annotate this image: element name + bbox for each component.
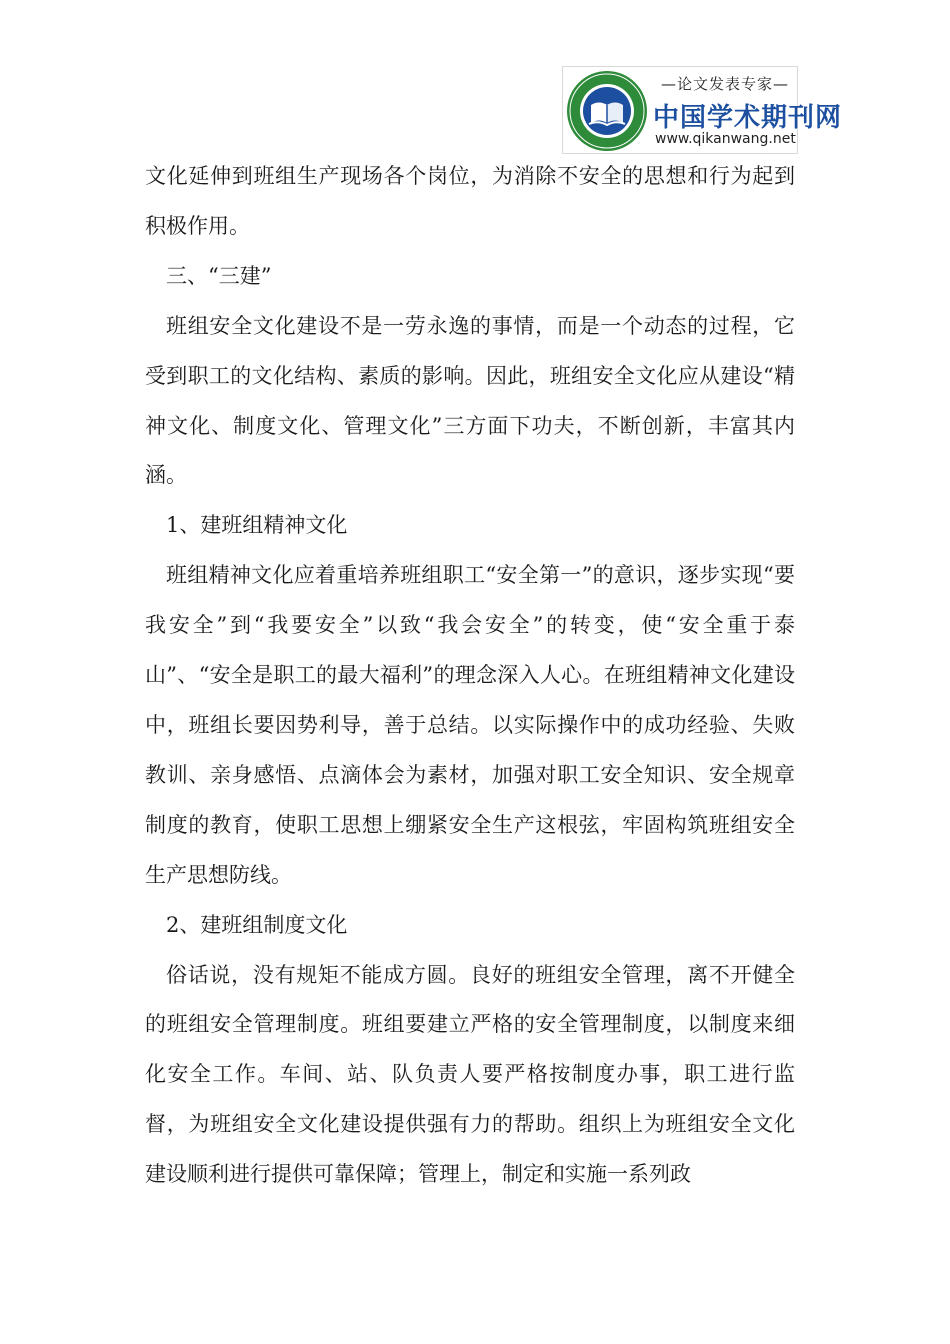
journal-logo: [562, 66, 843, 154]
paragraph: 俗话说，没有规矩不能成方圆。良好的班组安全管理，离不开健全的班组安全管理制度。班组要建立严格的安全管理制度，以制度来细化安全工作。车间、站、队负责人要严格按制度办事，职工进行监督，为班组安全文化建设提供强有力的帮助。组织上为班组安全文化建设顺利进行提供可靠保障；管理上，制定和实施一系列政: [145, 962, 795, 1187]
paragraph: 文化延伸到班组生产现场各个岗位，为消除不安全的思想和行为起到积极作用。: [145, 164, 795, 238]
logo-name: 中国学术期刊网: [653, 103, 843, 133]
section-heading: 三、“三建”: [166, 263, 272, 288]
subsection-heading: 1、建班组精神文化: [166, 513, 348, 538]
logo-url: www.qikanwang.net: [655, 131, 796, 147]
article-body: [145, 152, 795, 1200]
paragraph: 班组精神文化应着重培养班组职工“安全第一”的意识，逐步实现“要我安全”到“我要安全”以致“我会安全”的转变，使“安全重于泰山”、“安全是职工的最大福利”的理念深入人心。在班组精神文化建设中，班组长要因势利导，善于总结。以实际操作中的成功经验、失败教训、亲身感悟、点滴体会为素材，加强对职工安全知识、安全规章制度的教育，使职工思想上绷紧安全生产这根弦，牢固构筑班组安全生产思想防线。: [145, 563, 795, 887]
logo-slogan: —论文发表专家—: [660, 75, 789, 93]
paragraph: 班组安全文化建设不是一劳永逸的事情，而是一个动态的过程，它受到职工的文化结构、素质的影响。因此，班组安全文化应从建设“精神文化、制度文化、管理文化”三方面下功夫，不断创新，丰富其内涵。: [145, 313, 795, 488]
book-seal-icon: [565, 69, 649, 153]
subsection-heading: 2、建班组制度文化: [166, 912, 348, 937]
